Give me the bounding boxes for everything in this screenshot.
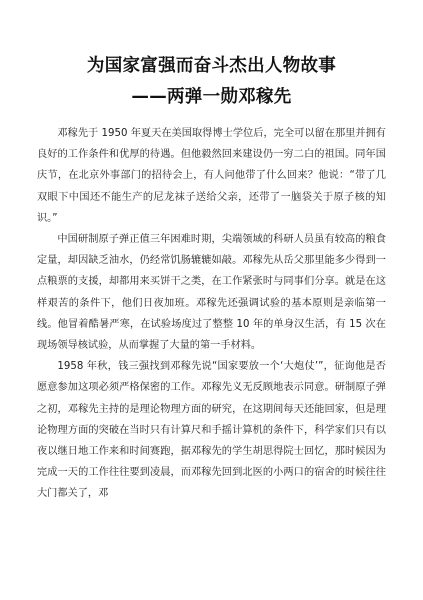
document-title: 为国家富强而奋斗杰出人物故事: [86, 56, 337, 76]
paragraph-3: 1958 年秋，钱三强找到邓稼先说“国家要放一个‘大炮仗’”，征询他是否愿意参加这项必须严格保密的工作。邓稼先义无反顾地表示同意。研制原子弹之初，邓稼先主持的是理论物理方面的研究，在这期间每天还能回家，但是理论物理方面的突破在当时只有计算尺和手摇计算机的条件下，科学家们只有以夜以继日地工作来和时间赛跑，据邓稼先的学生胡思得院士回忆，那时候因为完成一天的工作往往要到凌晨，而邓稼先回到北医的小两口的宿舍的时候往往大门都关了，邓: [37, 361, 386, 500]
paragraph-1: 邓稼先于 1950 年夏天在美国取得博士学位后，完全可以留在那里并拥有良好的工作条件和优厚的待遇。但他毅然回来建设仍一穷二白的祖国。同年国庆节，在北京外事部门的招待会上，有人问他带了什么回来？他说：“带了几双眼下中国还不能生产的尼龙袜子送给父亲，还带了一脑袋关于原子核的知识。”: [37, 128, 386, 224]
document-subtitle: ——两弹一勋邓稼先: [131, 87, 292, 107]
paragraph-2: 中国研制原子弹正值三年困难时期，尖端领域的科研人员虽有较高的粮食定量，却因缺乏油水，仍经常饥肠辘辘如敲。邓稼先从岳父那里能多少得到一点粮票的支援，却都用来买饼干之类，在工作紧张时与同事们分享。就是在这样艰苦的条件下，他们日夜加班。邓稼先还强调试验的基本原则是亲临第一线。他冒着酷暑严寒，在试验场度过了整整 10 年的单身汉生活，有 15 次在现场领导核试验，从而掌握了大量的第一手材料。: [37, 234, 386, 352]
